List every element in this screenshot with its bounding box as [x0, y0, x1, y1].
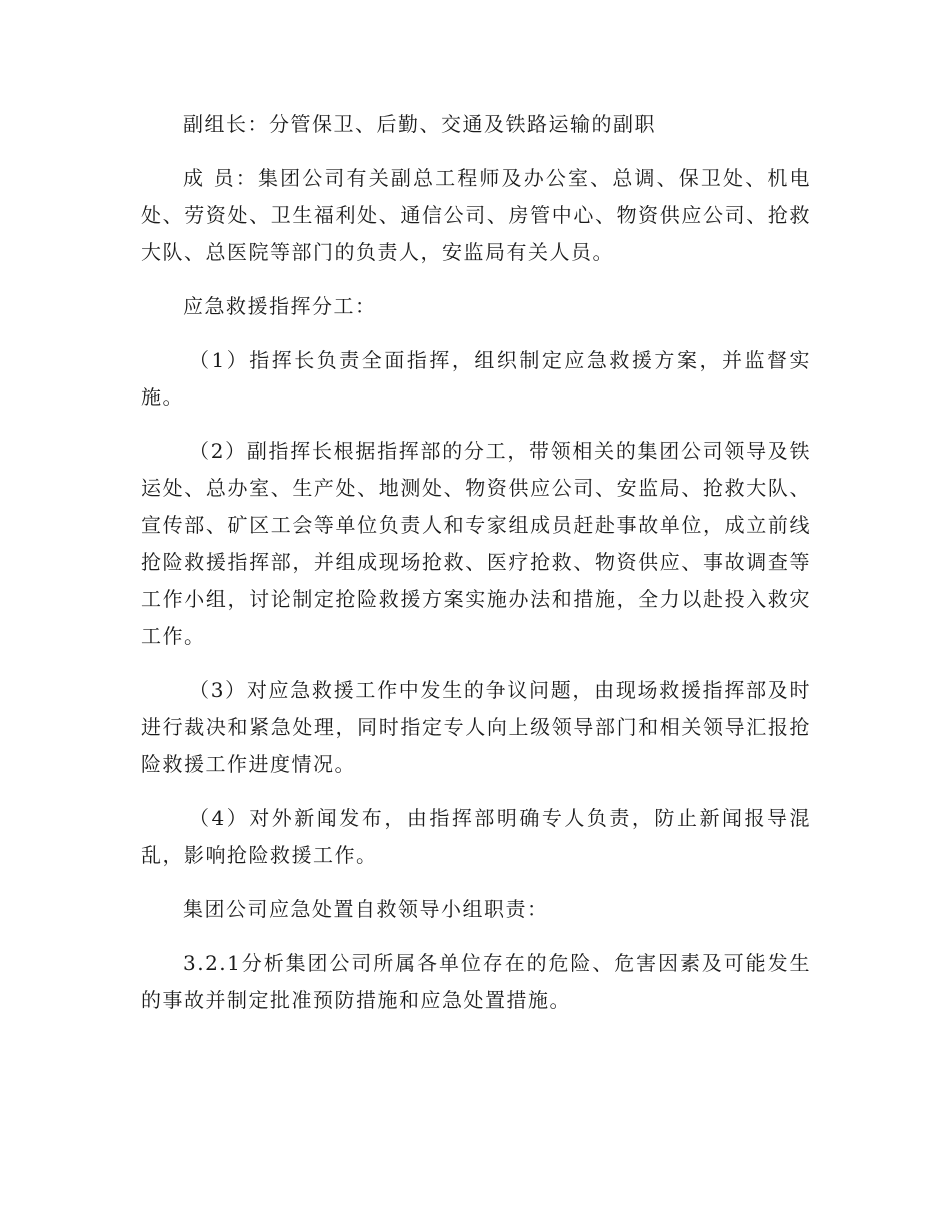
- paragraph-deputy-leader: 副组长：分管保卫、后勤、交通及铁路运输的副职: [183, 112, 656, 136]
- paragraph-duties-heading: 集团公司应急处置自救领导小组职责：: [183, 897, 549, 921]
- document-body: [141, 106, 811, 1036]
- paragraph-item-3: （3）对应急救援工作中发生的争议问题，由现场救援指挥部及时进行裁决和紧急处理，同时指定专人向上级领导部门和相关领导汇报抢险救援工作进度情况。: [141, 678, 811, 776]
- paragraph-section-3-2-1: 3.2.1分析集团公司所属各单位存在的危险、危害因素及可能发生的事故并制定批准预防措施和应急处置措施。: [141, 951, 811, 1012]
- paragraph-item-4: （4）对外新闻发布，由指挥部明确专人负责，防止新闻报导混乱，影响抢险救援工作。: [141, 806, 811, 867]
- paragraph-members: 成 员：集团公司有关副总工程师及办公室、总调、保卫处、机电处、劳资处、卫生福利处、通信公司、房管中心、物资供应公司、抢救大队、总医院等部门的负责人，安监局有关人员。: [141, 166, 811, 264]
- paragraph-item-1: （1）指挥长负责全面指挥，组织制定应急救援方案，并监督实施。: [141, 348, 811, 409]
- paragraph-item-2: （2）副指挥长根据指挥部的分工，带领相关的集团公司领导及铁运处、总办室、生产处、地测处、物资供应公司、安监局、抢救大队、宣传部、矿区工会等单位负责人和专家组成员赶赴事故单位，成立前线抢险救援指挥部，并组成现场抢救、医疗抢救、物资供应、事故调查等工作小组，讨论制定抢险救援方案实施办法和措施，全力以赴投入救灾工作。: [141, 439, 811, 648]
- paragraph-command-division-heading: 应急救援指挥分工：: [183, 294, 377, 318]
